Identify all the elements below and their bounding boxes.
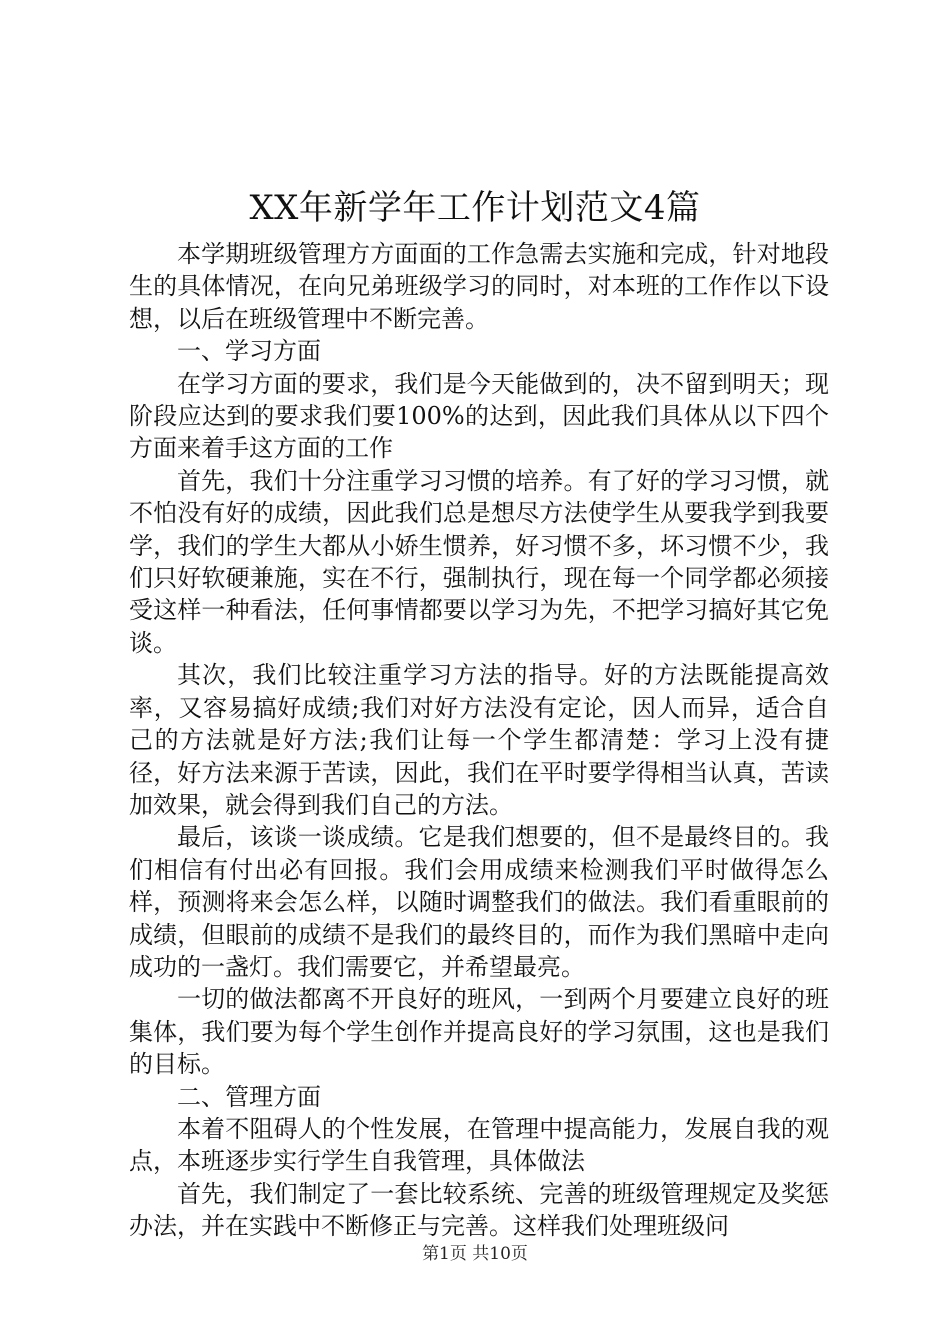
section-heading-study: 一、学习方面 — [177, 337, 321, 366]
page-number-footer: 第1页 共10页 — [422, 1244, 528, 1264]
document-body — [129, 238, 829, 1243]
section-heading-management: 二、管理方面 — [177, 1082, 321, 1111]
study-requirements-paragraph: 在学习方面的要求，我们是今天能做到的，决不留到明天；现阶段应达到的要求我们要100%的达到，因此我们具体从以下四个方面来着手这方面的工作 — [129, 369, 829, 463]
intro-paragraph: 本学期班级管理方方面面的工作急需去实施和完成，针对地段生的具体情况，在向兄弟班级学习的同时，对本班的工作作以下设想，以后在班级管理中不断完善。 — [129, 240, 829, 333]
document-title: XX年新学年工作计划范文4篇 — [249, 188, 701, 228]
management-rules-paragraph: 首先，我们制定了一套比较系统、完善的班级管理规定及奖惩办法，并在实践中不断修正与完善。这样我们处理班级问 — [129, 1179, 829, 1241]
study-methods-paragraph: 其次，我们比较注重学习方法的指导。好的方法既能提高效率，又容易搞好成绩;我们对好方法没有定论，因人而异，适合自己的方法就是好方法;我们让每一个学生都清楚：学习上没有捷径，好方法来源于苦读，因此，我们在平时要学得相当认真，苦读加效果，就会得到我们自己的方法。 — [129, 661, 829, 819]
management-intro-paragraph: 本着不阻碍人的个性发展，在管理中提高能力，发展自我的观点，本班逐步实行学生自我管理，具体做法 — [129, 1114, 829, 1176]
class-atmosphere-paragraph: 一切的做法都离不开良好的班风，一到两个月要建立良好的班集体，我们要为每个学生创作并提高良好的学习氛围，这也是我们的目标。 — [129, 985, 829, 1079]
study-habits-paragraph: 首先，我们十分注重学习习惯的培养。有了好的学习习惯，就不怕没有好的成绩，因此我们总是想尽方法使学生从要我学到我要学，我们的学生大都从小娇生惯养，好习惯不多，坏习惯不少，我们只好软硬兼施，实在不行，强制执行，现在每一个同学都必须接受这样一种看法，任何事情都要以学习为先，不把学习搞好其它免谈。 — [129, 466, 829, 657]
grades-paragraph: 最后，该谈一谈成绩。它是我们想要的，但不是最终目的。我们相信有付出必有回报。我们会用成绩来检测我们平时做得怎么样，预测将来会怎么样，以随时调整我们的做法。我们看重眼前的成绩，但眼前的成绩不是我们的最终目的，而作为我们黑暗中走向成功的一盏灯。我们需要它，并希望最亮。 — [129, 823, 829, 981]
